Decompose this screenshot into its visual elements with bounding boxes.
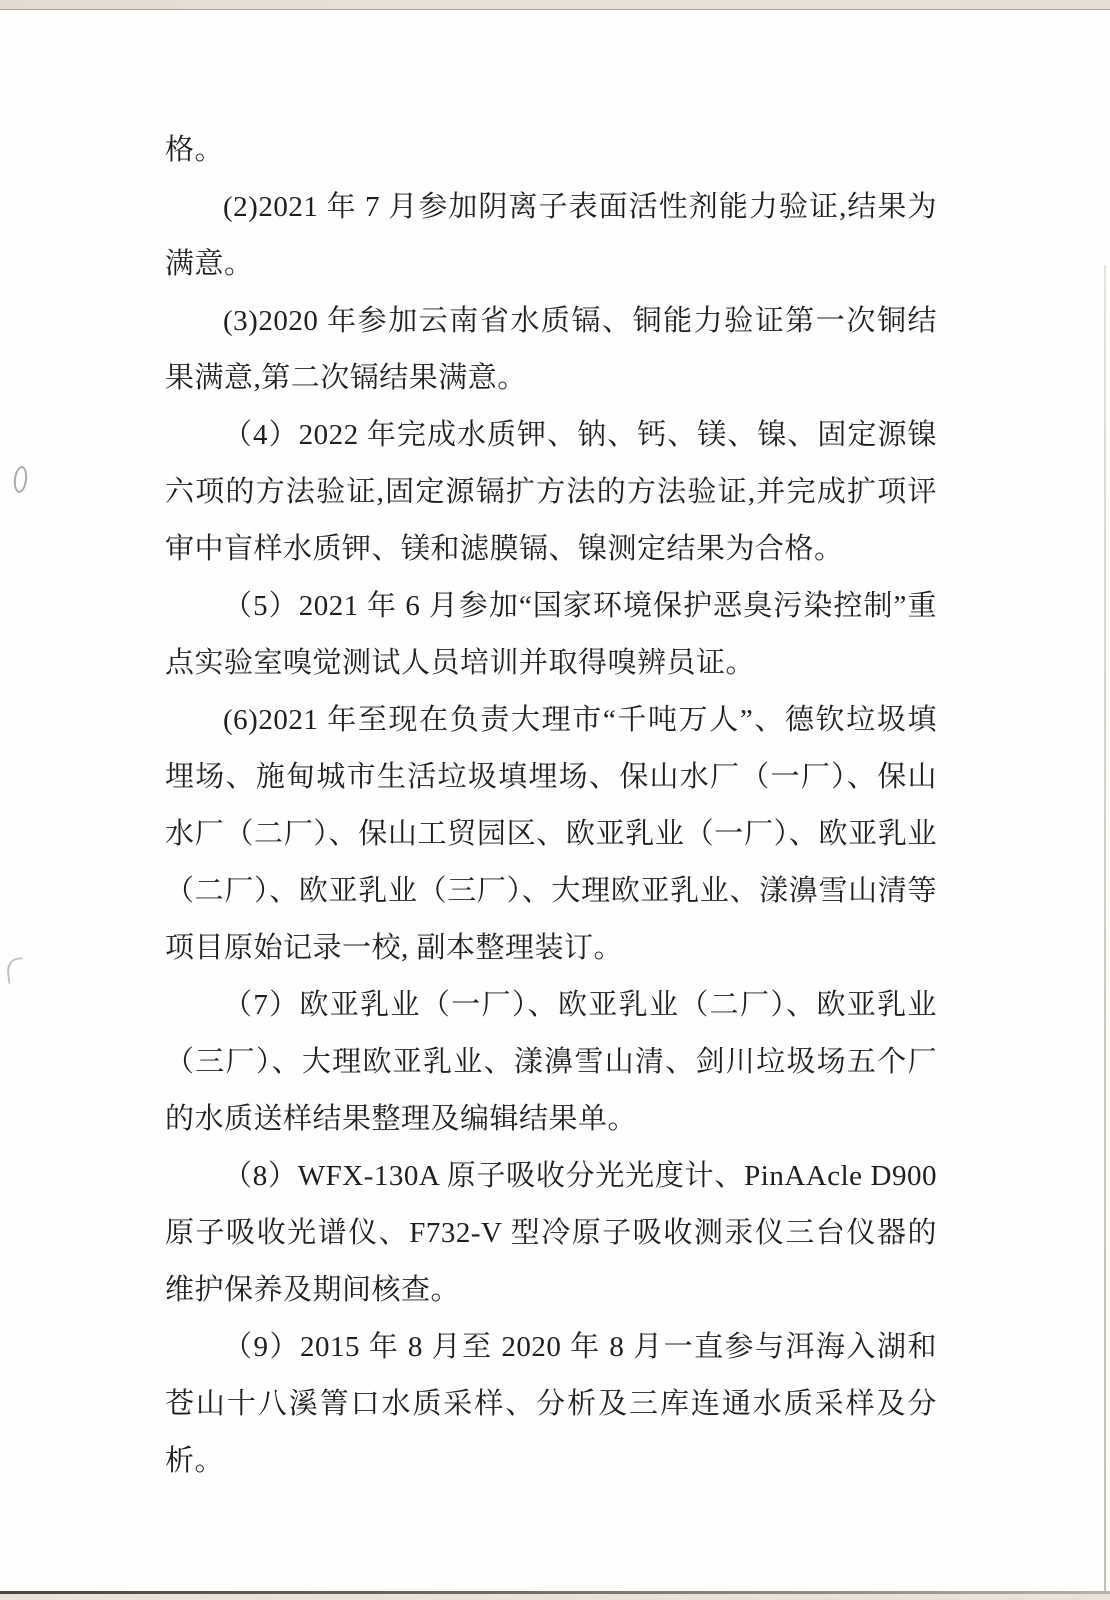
paragraph-3: (3)2020 年参加云南省水质镉、铜能力验证第一次铜结果满意,第二次镉结果满意。 (165, 305, 937, 394)
paragraph-4: （4）2022 年完成水质钾、钠、钙、镁、镍、固定源镍六项的方法验证,固定源镉扩方法的方法验证,并完成扩项评审中盲样水质钾、镁和滤膜镉、镍测定结果为合格。 (165, 419, 937, 565)
paragraph-7: （7）欧亚乳业（一厂）、欧亚乳业（二厂）、欧亚乳业（三厂）、大理欧亚乳业、漾濞雪山清、剑川垃圾场五个厂的水质送样结果整理及编辑结果单。 (165, 989, 937, 1135)
paragraph-5: （5）2021 年 6 月参加“国家环境保护恶臭污染控制”重点实验室嗅觉测试人员培训并取得嗅辨员证。 (165, 590, 937, 679)
scan-edge-right (1104, 265, 1106, 1595)
paragraph-8: （8）WFX-130A 原子吸收分光光度计、PinAAcle D900 原子吸收光谱仪、F732-V 型冷原子吸收测汞仪三台仪器的维护保养及期间核查。 (165, 1160, 937, 1306)
scan-edge-top (0, 0, 1110, 10)
paper-curl-mark (6, 957, 26, 985)
paragraph-9: （9）2015 年 8 月至 2020 年 8 月一直参与洱海入湖和苍山十八溪箐口水质采样、分析及三库连通水质采样及分析。 (165, 1331, 937, 1477)
paragraph-2: (2)2021 年 7 月参加阴离子表面活性剂能力验证,结果为满意。 (165, 191, 937, 280)
document-body (165, 122, 937, 1490)
punch-hole-mark (12, 465, 28, 493)
continuation-line: 格。 (165, 134, 225, 166)
paragraph-6: (6)2021 年至现在负责大理市“千吨万人”、德钦垃圾填埋场、施甸城市生活垃圾填埋场、保山水厂（一厂）、保山水厂（二厂）、保山工贸园区、欧亚乳业（一厂）、欧亚乳业（二厂）、欧亚乳业（三厂）、大理欧亚乳业、漾濞雪山清等项目原始记录一校, 副本整理装订。 (165, 704, 937, 964)
scan-edge-bottom-paper (0, 1594, 1110, 1600)
